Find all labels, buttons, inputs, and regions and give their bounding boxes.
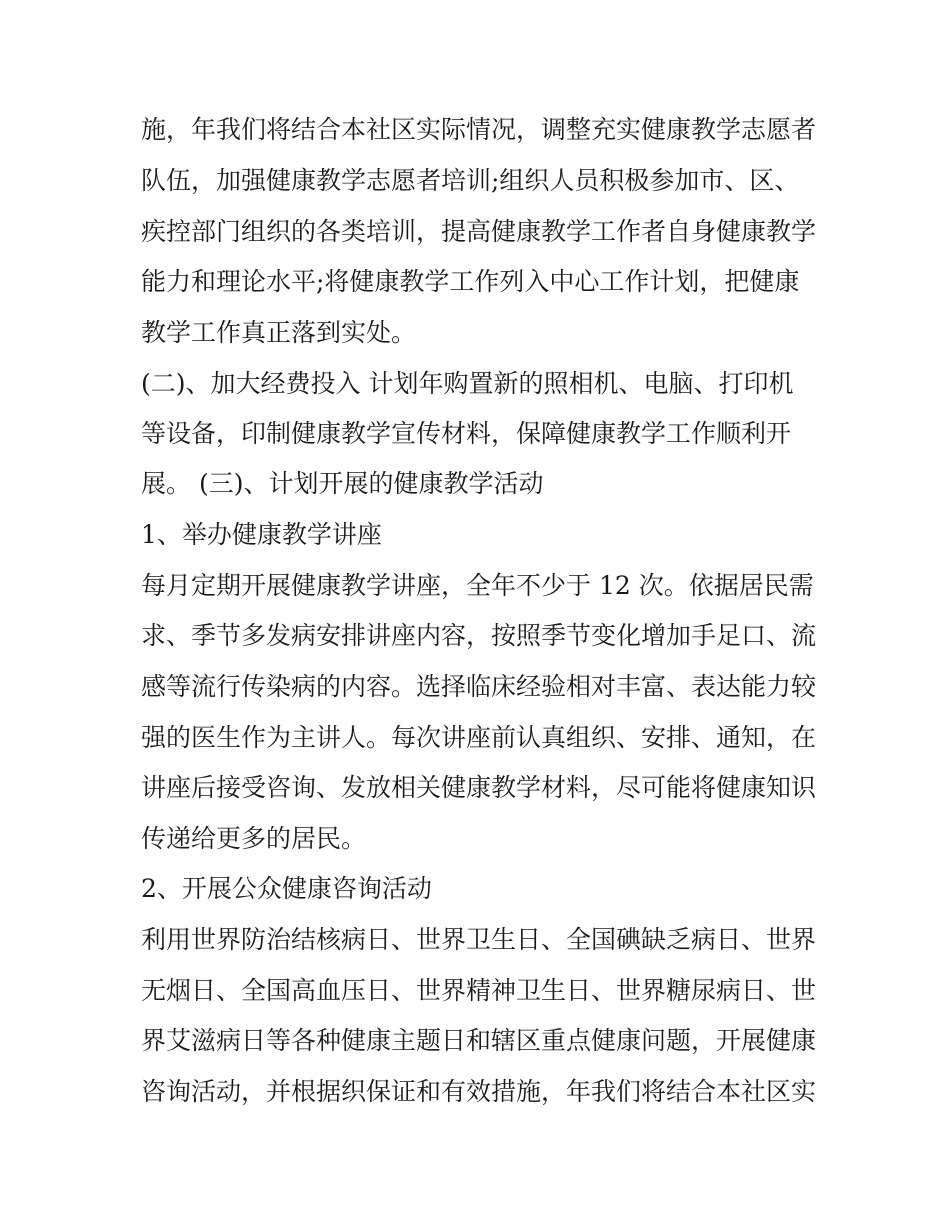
text-line: 施，年我们将结合本社区实际情况，调整充实健康教学志愿者 bbox=[141, 115, 817, 144]
text-line: 疾控部门组织的各类培训，提高健康教学工作者自身健康教学 bbox=[141, 217, 817, 246]
text-line: 展。 (三)、计划开展的健康教学活动 bbox=[141, 469, 544, 498]
text-line: 咨询活动，并根据织保证和有效措施，年我们将结合本社区实 bbox=[141, 1077, 817, 1106]
text-line: 强的医生作为主讲人。每次讲座前认真组织、安排、通知，在 bbox=[141, 723, 817, 752]
section-heading: 2、开展公众健康咨询活动 bbox=[141, 874, 432, 903]
text-line: 教学工作真正落到实处。 bbox=[141, 318, 417, 347]
text-line: 能力和理论水平;将健康教学工作列入中心工作计划，把健康 bbox=[141, 267, 800, 296]
text-line: 队伍，加强健康教学志愿者培训;组织人员积极参加市、区、 bbox=[141, 166, 800, 195]
text-line: 求、季节多发病安排讲座内容，按照季节变化增加手足口、流 bbox=[141, 621, 817, 650]
text-line: 感等流行传染病的内容。选择临床经验相对丰富、表达能力较 bbox=[141, 672, 817, 701]
section-heading: 1、举办健康教学讲座 bbox=[141, 520, 382, 549]
text-line: 界艾滋病日等各种健康主题日和辖区重点健康问题，开展健康 bbox=[141, 1026, 817, 1055]
text-line: 传递给更多的居民。 bbox=[141, 824, 367, 853]
text-line: 无烟日、全国高血压日、世界精神卫生日、世界糖尿病日、世 bbox=[141, 976, 817, 1005]
text-line: (二)、加大经费投入 计划年购置新的照相机、电脑、打印机 bbox=[141, 369, 794, 398]
text-line: 利用世界防治结核病日、世界卫生日、全国碘缺乏病日、世界 bbox=[141, 925, 817, 954]
text-line: 每月定期开展健康教学讲座，全年不少于 12 次。依据居民需 bbox=[141, 571, 814, 600]
text-line: 讲座后接受咨询、发放相关健康教学材料，尽可能将健康知识 bbox=[141, 773, 817, 802]
text-line: 等设备，印制健康教学宣传材料，保障健康教学工作顺利开 bbox=[141, 419, 792, 448]
